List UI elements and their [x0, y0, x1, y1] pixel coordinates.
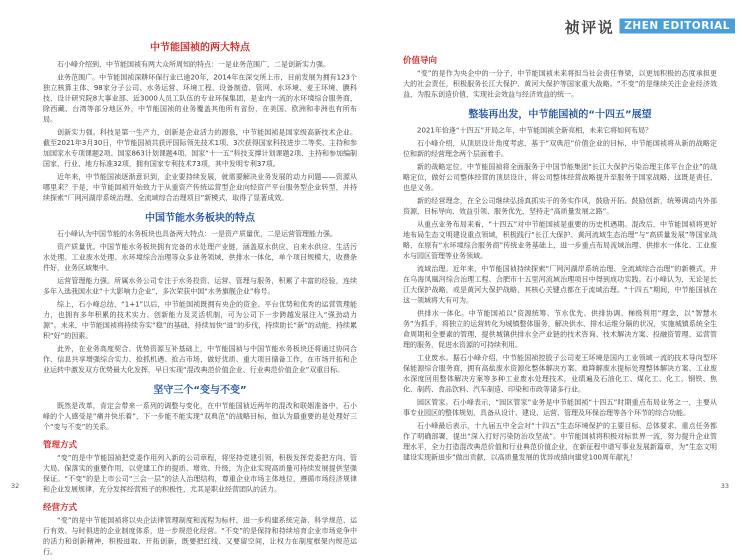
masthead [565, 15, 735, 37]
article-paragraph: 此外，在业务高度契合、优势资源互补基础上，中节能国祯与中国节能水务板块还将通过协同合作、信息共享增强综合实力、抢抓机遇、抢占市场，做好优质、重大项目储备工作，在市场开拓和企业运转中激发双方优势最大化发挥，早日实现“混改典范价值企业、行业典范价值企业”双重目标。 [43, 345, 357, 374]
article-paragraph: 运营管理能力强。所属水务公司专注于水务投资、运营、管理与服务，积累了丰富的经验，连续多年入选我国水业“十大影响力企业”，多次荣获中国“水务旗舰企业”称号。 [43, 277, 357, 296]
right-page-column [403, 48, 717, 466]
journal-title-en-badge: ZHEN EDITORIAL [619, 19, 735, 34]
article-paragraph: 创新实力强。科技是第一生产力，创新是企业活力的源泉，中节能国祯是国家级高新技术企业。截至2021年3月30日，中节能国祯共获评国际领先技术1项、3次获得国家科技进步二等奖、主持和参加国家水专项课题2项、国家863计划课题4项、国家“十一五”科技支撑计划课题2项、主持和参加编制国家、行业、地方标准32项，拥有国家专利技术73项，其中发明专利37项。 [43, 128, 357, 168]
article-paragraph: 从重点业务布局来看，“十四五”对中节能国祯是重要的历史机遇期。混改后，中节能国祯将更好地布局生态文明建设重点领域，积极践行“长江大保护、黄河流域生态治理”与“高质量发展”等国家战略，在原有“水环境综合服务商”传统业务基础上，进一步重点布局流域治理、供排水一体化、工业废水与园区管理等业务领域。 [403, 220, 717, 260]
article-paragraph: 石小峰介绍到，中节能国祯有两大众所周知的特点：一是业务范围广，二是创新实力强。 [57, 60, 330, 69]
article-paragraph: “变”的是中节能国祯把党委作用列入新的公司章程，将坚持党建引领，积极发挥党委把方向、管大局、保落实的重要作用，以党建工作的提质、增效、升级，为企业实现高质量可持续发展提供坚强保证。“不变”的是上市公司“三会一层”的法人治理结构，尊重企业市场主体地位，遵循市场经济规律和企业发展规律，充分发挥经营班子的积极性，尤其是职业经营团队的活力。 [43, 454, 357, 494]
section-heading: 整装再出发，中节能国祯的“十四五”展望 [468, 108, 652, 120]
article-paragraph: 2021年恰逢“十四五”开局之年，中节能国祯全新亮相，未来它将如何布局？ [417, 126, 653, 135]
page-number-right: 33 [720, 482, 729, 490]
article-paragraph: 石小峰介绍，从顶层设计角度考虑，基于“双典范”价值企业的目标，中节能国祯将从新的战略定位和新的经营理念两个层面着手。 [403, 139, 717, 158]
section-heading: 坚守三个“变与不变” [153, 383, 247, 396]
section-heading: 中国节能水务板块的特点 [145, 211, 255, 224]
article-paragraph: 工业废水。据石小峰介绍，中节能国祯控股子公司麦王环境是国内工业领域一流的技术导向型环保能源综合服务商，拥有高盐废水资源化整体解决方案、难降解废水提标处理整体解决方案、工业废水深度回用整体解决方案等多种工业废水处理技术，业绩遍及石油化工、煤化工、化工、钢铁、焦化、制药、食品饮料、汽车制造、印染和市政等诸多行业。 [403, 354, 717, 394]
article-paragraph: 近年来，中节能国祯逐渐意识到，企业要持续发展，就需要解决业务发展的动力问题——资源从哪里来？于是，中节能国祯开始致力于从重资产传统运营型企业向轻资产平台服务型企业转型，并持续探索“厂网河湖岸系统治理、全流域综合治理项目”新模式，取得了显著成效。 [43, 173, 357, 202]
article-paragraph: 供排水一体化。中节能国祯以“资源统筹、节水优先、供排协调、梯级利用”理念，以“智慧水务”为抓手，将独立的运营转化为城镇整体服务，解决供水、排水运维分隔的状况，实施城镇系统全生命周期和全要素的管理，提供城镇供排水全产业链的技术咨询、技术解决方案、投融资管理、运营管理的服务，促进水资源的可持续利用。 [403, 309, 717, 349]
article-paragraph: 园区管家。石小峰表示，“园区管家”业务是中节能国祯“十四五”时期重点布局业务之一，主要从事专业园区的整体规划，具备从设计、建设、运营、管理及环保治理等各个环节的综合功能。 [403, 398, 717, 417]
article-paragraph: “变”的是中节能国祯将以央企法律管理制度和流程为标杆，进一步构建系统完备、科学规范、运行有效、与时俱进的企业制度体系，进一步规范化经营。“不变”的是保持和持续培育企业市场竞争中的活力和创新精神，积极进取、开拓创新，既要把红线、又要留空间，让权力在制度框架内规范运行。 [43, 516, 357, 556]
article-paragraph: 既然是改革，肯定会带来一系列的调整与变化，在中节能国祯近两年的混改和联姻准备中，石小峰的个人感受是“痛并快乐着”，下一步能不能实现“双典范”的战略目标，他认为最重要的是处理好三个“变与不变”的关系。 [43, 402, 357, 431]
article-paragraph: 资产质量优。中国节能水务板块拥有完备的水处理产业链，涵盖原水供应、自来水供应、生活污水处理、工业废水处理、水环境综合治理等众多业务领域，供排水一体化，单个项目规模大，收费条件好，业务区域集中。 [43, 243, 357, 272]
sub-heading: 经营方式 [43, 502, 77, 513]
article-paragraph: “变”的是作为央企中的一分子，中节能国祯未来将担当社会责任脊梁，以更加积极的态度承担更大的社会责任，积极服务长江大保护、黄河大保护等国家重大战略。“不变”的是继续关注企业经济效益，为股东创造价值，实现社会效益与经济效益的统一。 [403, 69, 717, 99]
article-paragraph: 新的经营理念，在全公司继续弘扬真抓实干的务实作风，鼓励开拓、鼓励创新，统筹调动内外部资源，目标导向、效益引领、服务优先，坚持走“高质量发展之路”。 [403, 197, 717, 216]
sub-heading: 管理方式 [43, 440, 77, 450]
article-paragraph: 综上，石小峰总结，“1+1”以后，中节能国祯既拥有央企的资金、平台优势和优秀的运营管理能力，也拥有多年积累的技术实力、创新能力及灵活机制，可为公司下一步跨越发展注入“强劲动力源”。未来，中节能国祯将持续夯实“稳”的基础，持续加快“进”的步伐，持续助长“新”的动能，持续累积“好”的因素。 [43, 300, 357, 340]
page-number-left: 32 [11, 482, 20, 490]
article-paragraph: 石小峰最后表示，十九届五中全会对“十四五”生态环境保护的主要目标、总体要求、重点任务都作了明确部署，提出“深入打好污染防治攻坚战”。中节能国祯将积极对标世界一流，努力提升企业管理水平，全力打造混改典范价值和行业典范价值企业，在新征程中谱写事业发展新篇章，为“生态文明建设实现新进步”做出贡献，以高质量发展的优异成绩向建党100周年献礼！ [403, 422, 717, 462]
article-paragraph: 新的战略定位，中节能国祯将全面服务于中国节能集团“长江大保护污染治理主体平台企业”的战略定位，做好公司整体经营的顶层设计，将公司整体经营战略提升至服务于国家战略，这既是责任，也是义务。 [403, 163, 717, 192]
main-title: 中节能国祯的两大特点 [150, 41, 250, 53]
article-paragraph: 石小峰认为中国节能的水务板块也具备两大特点：一是资产质量优，二是运营管理能力强。 [57, 230, 337, 238]
sub-heading: 价值导向 [403, 55, 437, 66]
left-page-column [43, 39, 357, 560]
article-paragraph: 业务范围广。中节能国祯深耕环保行业已逾20年，2014年在深交所上市，目前发展为拥有123个独立核算主体、98家分子公司、水务运营、环境工程、设备制造、管网、水环境、麦王环境、膜科技、设计研究院8大事业部、近3000人员工队伍的专业环保集团，是业内一流的水环境综合服务商，除西藏、台湾等部分地区外，中节能国祯的业务覆盖其他所有省份，在美国、欧洲和非洲也有所布局。 [43, 73, 357, 124]
article-paragraph: 流域治理。近年来，中节能国祯持续探索“厂网河湖岸系统治理、全流域综合治理”的新模式，并在乌海凤凰河综合治理工程、合肥市十五里河流域治理项目中得到成功实践。石小峰认为，无论是长江大保护战略，或是黄河大保护战略，其核心关键点都在于流域治理。“十四五”期间，中节能国祯在这一领域将大有可为。 [403, 265, 717, 305]
journal-title: 祯评说 [564, 19, 615, 37]
